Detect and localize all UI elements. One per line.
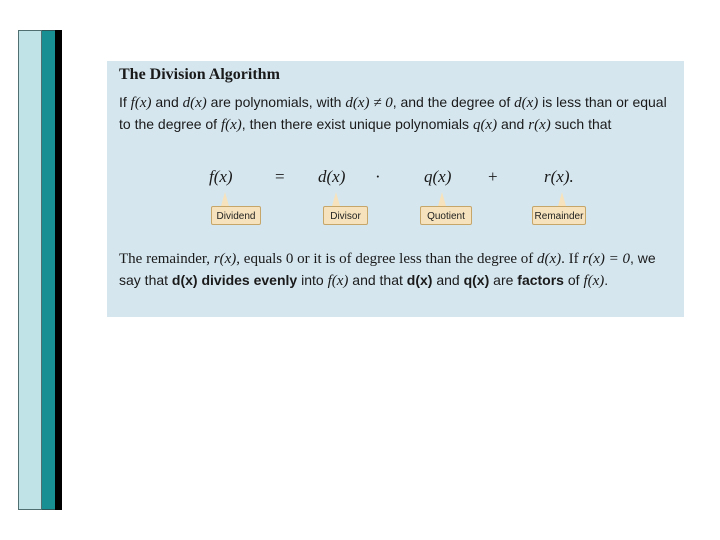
dividend-pointer [221,192,229,206]
text: are [489,272,518,288]
text: If [119,94,131,110]
text: , equals 0 or it is of degree less than the degree of [236,251,538,267]
text: and [432,272,464,288]
eq-equals: = [275,167,285,186]
eq-remainder: r(x). [544,167,574,186]
division-algorithm-box [107,61,684,317]
left-accent-bar-dark [55,30,62,510]
bold-term: factors [517,272,564,288]
text: and [497,116,529,132]
text: into [297,272,328,288]
math: f(x) [130,95,152,111]
math: d(x) [537,251,562,267]
math: f(x) [220,117,242,133]
math: r(x) [213,251,237,267]
left-accent-bar-teal [42,30,55,510]
eq-dividend: f(x) [209,167,233,186]
eq-quotient: q(x) [424,167,452,186]
text: . If [561,251,583,267]
math: f(x) [327,273,349,289]
text: are polynomials, with [206,94,346,110]
dividend-label: Dividend [211,206,261,225]
text: such that [550,116,612,132]
text: , and the degree of [392,94,515,110]
bold-term: q(x) [463,272,490,288]
remainder-label: Remainder [532,206,586,225]
box-title: The Division Algorithm [119,66,280,83]
math: r(x) [528,117,551,133]
quotient-label: Quotient [420,206,472,225]
text: is less than or equal to the degree of [119,94,667,132]
text: of [563,272,584,288]
math: q(x) [472,117,498,133]
remainder-pointer [558,192,566,206]
text: and [151,94,183,110]
bold-term: d(x) [406,272,433,288]
eq-times: · [375,167,381,186]
text: and that [348,272,407,288]
math: d(x) ≠ 0 [345,95,393,111]
text: , we say that [119,250,656,288]
math: d(x) [182,95,207,111]
divisor-label: Divisor [323,206,368,225]
divisor-pointer [332,192,340,206]
math: d(x) [514,95,539,111]
math: f(x) [583,273,605,289]
theorem-statement [119,92,674,136]
text: , then there exist unique polynomials [241,116,473,132]
text: . [604,272,609,288]
math: r(x) = 0 [582,251,631,267]
eq-plus: + [488,167,498,186]
quotient-pointer [438,192,446,206]
eq-divisor: d(x) [318,167,346,186]
text: The remainder, [119,251,214,267]
bold-term: d(x) divides evenly [171,272,298,288]
left-accent-bar-light [18,30,42,510]
remainder-explanation [119,248,674,292]
